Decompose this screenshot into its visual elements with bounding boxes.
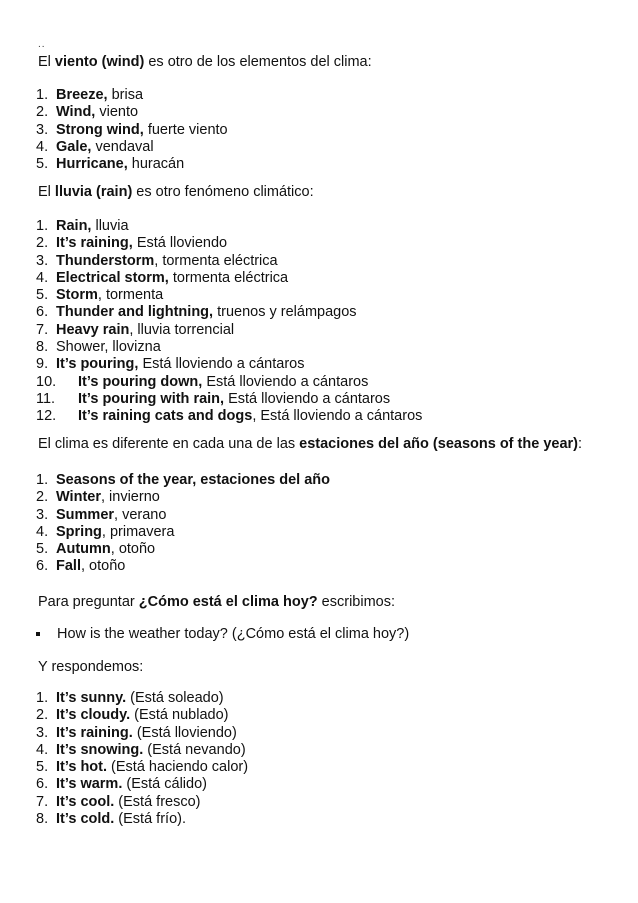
list-item-number: 1.	[36, 218, 49, 234]
list-item-translation: viento	[95, 104, 139, 121]
list-item-text	[56, 524, 174, 541]
wind-intro	[38, 53, 372, 71]
list-item-translation: , primavera	[101, 523, 175, 540]
list-item-text	[56, 287, 163, 304]
list-item-translation: tormenta eléctrica	[168, 269, 289, 286]
list-item-term: It’s pouring with rain,	[78, 390, 225, 407]
list-item-translation: , otoño	[80, 558, 126, 575]
seasons-intro-post: :	[577, 436, 583, 452]
list-item-text	[56, 270, 288, 287]
list-item-term: Fall	[56, 558, 81, 575]
list-item-translation: Está lloviendo a cántaros	[202, 373, 369, 390]
list-item-number: 7.	[36, 793, 49, 810]
square-bullet-icon	[36, 632, 40, 636]
list-item-text	[56, 356, 304, 373]
list-item-number: 8.	[36, 339, 49, 356]
list-item	[36, 156, 228, 173]
list-item-term: Autumn	[56, 541, 111, 558]
list-item	[36, 139, 228, 156]
seasons-intro-pre: El clima es diferente en cada una de las	[38, 436, 300, 452]
rain-intro-pre: El	[38, 184, 55, 200]
list-item-text	[56, 507, 166, 524]
list-item	[36, 558, 330, 575]
list-item-term: Summer	[56, 506, 115, 523]
list-item-translation: , lluvia torrencial	[129, 321, 235, 338]
list-item	[36, 690, 248, 707]
list-item-text	[56, 759, 248, 776]
list-item	[36, 218, 422, 235]
list-item-term: Hurricane,	[56, 156, 128, 173]
list-item-term: It’s cloudy.	[56, 707, 131, 724]
question-intro-pre: Para preguntar	[38, 594, 139, 610]
list-item	[36, 253, 422, 270]
list-item-translation: (Está cálido)	[122, 776, 207, 793]
list-item-text	[78, 408, 422, 425]
list-item-translation: fuerte viento	[143, 121, 228, 138]
list-item	[36, 794, 248, 811]
list-item-term: It’s raining,	[56, 235, 133, 252]
rain-intro-post: es otro fenómeno climático:	[132, 184, 314, 200]
wind-intro-post: es otro de los elementos del clima:	[144, 54, 372, 70]
question-intro-post: escribimos:	[317, 594, 396, 610]
list-item	[36, 408, 422, 425]
list-item-translation: Está lloviendo a cántaros	[138, 356, 305, 373]
list-item-translation: (Está nevando)	[143, 741, 246, 758]
wind-intro-pre: El	[38, 54, 55, 70]
list-item-translation: truenos y relámpagos	[213, 304, 357, 321]
list-item	[36, 104, 228, 121]
list-item-number: 4.	[36, 269, 49, 286]
list-item-term: Strong wind,	[56, 121, 144, 138]
list-item	[36, 742, 248, 759]
list-item-term: Winter	[56, 489, 101, 506]
list-item	[36, 87, 228, 104]
list-item-number: 1.	[36, 87, 49, 103]
list-item-text	[56, 472, 330, 489]
list-item-text	[56, 139, 154, 156]
rain-list	[36, 218, 422, 426]
list-item-number: 5.	[36, 759, 49, 776]
list-item-number: 5.	[36, 156, 49, 173]
list-item	[36, 356, 422, 373]
list-item-term: It’s sunny.	[56, 690, 127, 706]
list-item-translation: , otoño	[110, 541, 156, 558]
rain-intro-bold: lluvia (rain)	[54, 184, 133, 200]
list-item-translation: Está lloviendo a cántaros	[224, 390, 391, 407]
list-item-number: 2.	[36, 235, 49, 252]
list-item-text	[56, 339, 161, 356]
list-item	[36, 811, 248, 828]
list-item-number: 2.	[36, 489, 49, 506]
list-item-number: 5.	[36, 541, 49, 558]
list-item-text	[56, 322, 234, 339]
list-item-text	[56, 742, 246, 759]
list-item-term: Thunderstorm	[56, 252, 155, 269]
list-item	[36, 524, 330, 541]
list-item-term: Spring	[56, 523, 102, 540]
list-item-number: 11.	[36, 390, 56, 407]
list-item-text	[56, 558, 125, 575]
list-item-translation: , invierno	[100, 489, 160, 506]
list-item	[36, 725, 248, 742]
list-item-number: 4.	[36, 138, 49, 155]
list-item-number: 8.	[36, 811, 49, 828]
list-item-text	[56, 156, 184, 173]
list-item-number: 3.	[36, 724, 49, 741]
list-item	[36, 374, 422, 391]
list-item-term: Breeze,	[56, 87, 108, 103]
list-item	[36, 304, 422, 321]
question-bullet-text: How is the weather today? (¿Cómo está el clima hoy?)	[57, 626, 410, 642]
seasons-intro	[38, 435, 582, 453]
list-item-term: It’s raining.	[56, 724, 133, 741]
list-item	[36, 776, 248, 793]
list-item-term: It’s pouring,	[56, 356, 139, 373]
list-item-translation: (Está frío).	[114, 811, 186, 828]
seasons-intro-bold: estaciones del año (seasons of the year)	[299, 436, 578, 452]
list-item-translation: , Está lloviendo a cántaros	[252, 408, 423, 425]
question-intro	[38, 593, 395, 611]
list-item-text	[56, 541, 155, 558]
list-item	[36, 339, 422, 356]
list-item-number: 1.	[36, 690, 49, 706]
list-item-translation: huracán	[127, 156, 185, 173]
list-item-term: Seasons of the year, estaciones del año	[56, 472, 330, 488]
list-item-term: It’s raining cats and dogs	[78, 408, 253, 425]
list-item	[36, 507, 330, 524]
list-item-number: 5.	[36, 287, 49, 304]
list-item-translation: (Está nublado)	[130, 707, 229, 724]
list-item-translation: , tormenta eléctrica	[154, 252, 278, 269]
list-item-translation: vendaval	[91, 138, 154, 155]
list-item	[36, 707, 248, 724]
list-item-text	[56, 218, 129, 235]
answers-intro: Y respondemos:	[38, 659, 144, 675]
list-item-number: 6.	[36, 558, 49, 575]
list-item-text	[56, 304, 357, 321]
list-item-number: 7.	[36, 321, 49, 338]
list-item-term: Thunder and lightning,	[56, 304, 214, 321]
list-item-term: It’s cold.	[56, 811, 115, 828]
list-item-number: 3.	[36, 506, 49, 523]
list-item-text	[78, 391, 390, 408]
wind-intro-bold: viento (wind)	[54, 54, 145, 70]
seasons-list	[36, 472, 330, 576]
list-item-number: 4.	[36, 523, 49, 540]
list-item-number: 6.	[36, 304, 49, 321]
list-item	[36, 541, 330, 558]
list-item-term: Heavy rain	[56, 321, 130, 338]
list-item-translation: Está lloviendo	[132, 235, 228, 252]
list-item-number: 3.	[36, 252, 49, 269]
list-item	[36, 270, 422, 287]
list-item	[36, 759, 248, 776]
list-item-number: 6.	[36, 776, 49, 793]
list-item-text	[56, 87, 143, 104]
list-item-text	[56, 776, 207, 793]
list-item	[36, 322, 422, 339]
list-item-text	[56, 253, 278, 270]
list-item-text	[56, 489, 160, 506]
list-item-term: Electrical storm,	[56, 269, 169, 286]
list-item	[36, 489, 330, 506]
list-item-text	[56, 235, 227, 252]
list-item-text	[56, 794, 201, 811]
rain-intro	[38, 183, 314, 201]
list-item	[36, 472, 330, 489]
list-item-text	[56, 104, 138, 121]
wind-list	[36, 87, 228, 173]
list-item-term: Storm	[56, 287, 98, 304]
list-item-number: 1.	[36, 472, 49, 488]
list-item-term: Wind,	[56, 104, 96, 121]
list-item-term: Rain,	[56, 218, 92, 234]
list-item-translation: (Está lloviendo)	[132, 724, 237, 741]
list-item-number: 4.	[36, 741, 49, 758]
list-item-translation: brisa	[107, 87, 144, 103]
list-item	[36, 287, 422, 304]
list-item-number: 10.	[36, 373, 57, 390]
list-item-translation: , tormenta	[97, 287, 164, 304]
list-item-translation: (Está soleado)	[126, 690, 224, 706]
list-item-term: It’s cool.	[56, 793, 115, 810]
list-item	[36, 122, 228, 139]
list-item-number: 2.	[36, 104, 49, 121]
list-item-text	[56, 122, 228, 139]
list-item	[36, 391, 422, 408]
list-item-translation: , verano	[114, 506, 167, 523]
question-intro-bold: ¿Cómo está el clima hoy?	[138, 594, 318, 610]
list-item-number: 3.	[36, 121, 49, 138]
list-item-term: It’s snowing.	[56, 741, 144, 758]
list-item-translation: (Está fresco)	[114, 793, 201, 810]
list-item-term: Gale,	[56, 138, 92, 155]
list-item-text	[56, 725, 237, 742]
list-item-translation: lluvia	[91, 218, 129, 234]
list-item-term: It’s warm.	[56, 776, 123, 793]
list-item-term: It’s pouring down,	[78, 373, 203, 390]
list-item-number: 2.	[36, 707, 49, 724]
list-item-text	[56, 690, 224, 707]
answers-list	[36, 690, 248, 828]
question-bullet-item	[36, 625, 409, 643]
list-item-number: 9.	[36, 356, 49, 373]
list-item-translation: Shower, llovizna	[56, 339, 161, 356]
list-item-text	[78, 374, 368, 391]
list-item-text	[56, 707, 228, 724]
top-mark: ..	[38, 39, 46, 50]
list-item	[36, 235, 422, 252]
list-item-number: 12.	[36, 408, 57, 425]
list-item-term: It’s hot.	[56, 759, 108, 776]
list-item-text	[56, 811, 186, 828]
list-item-translation: (Está haciendo calor)	[107, 759, 249, 776]
